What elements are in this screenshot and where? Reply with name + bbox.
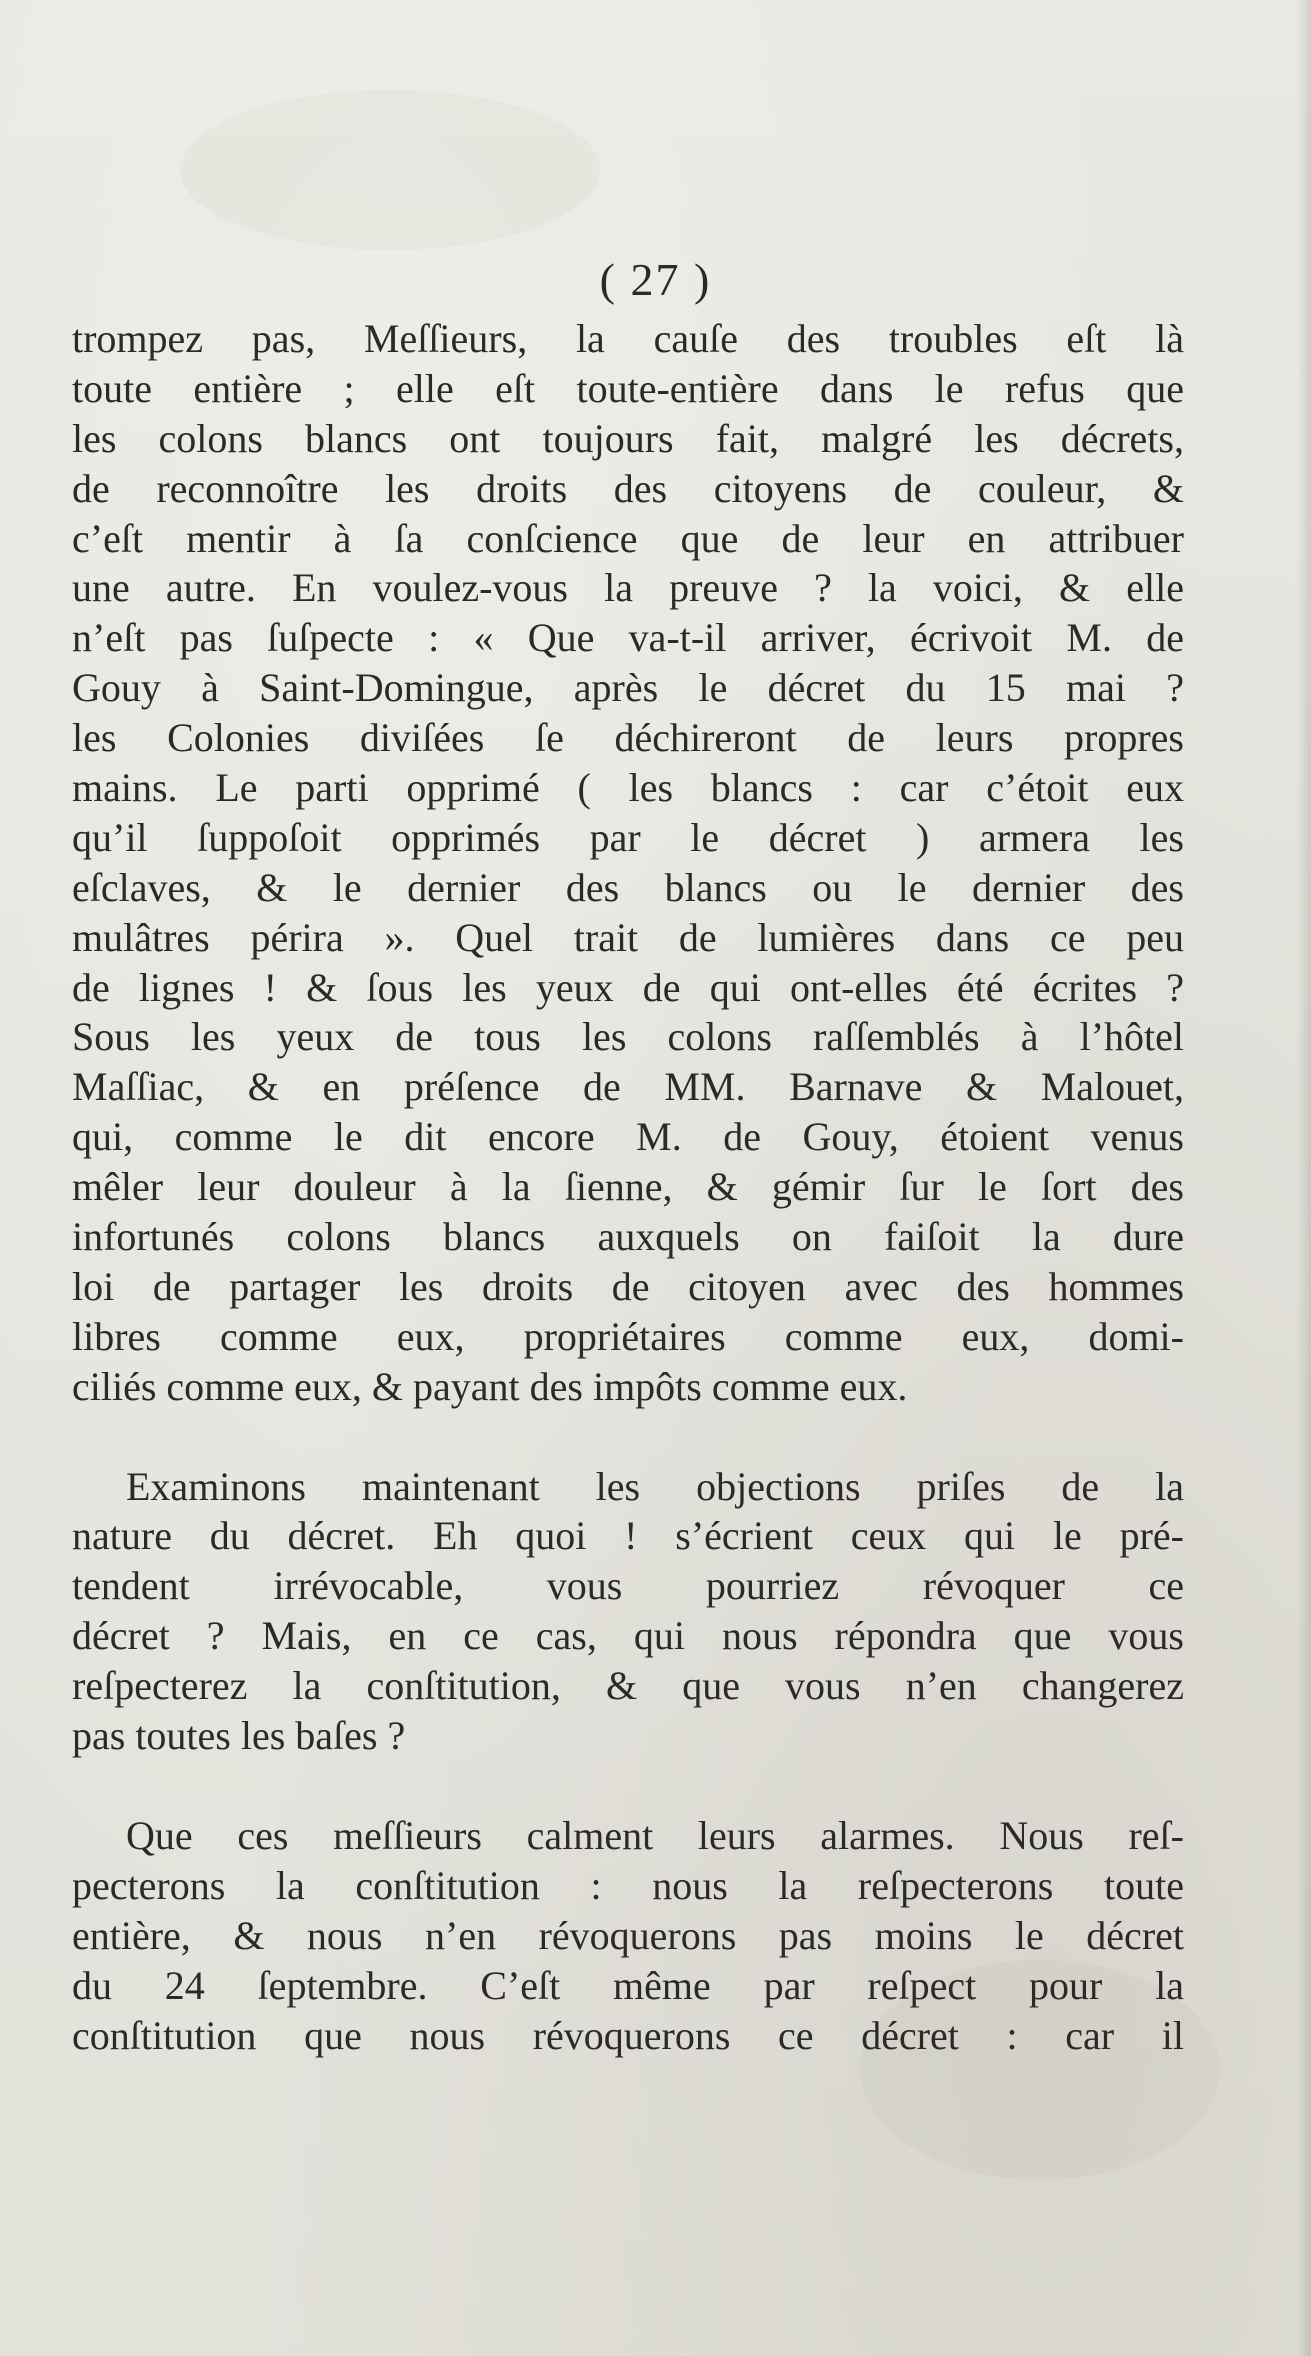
text-line: Sous les yeux de tous les colons raſſemblés à l’hôtel: [72, 1014, 1184, 1060]
text-line: nature du décret. Eh quoi ! s’écrient ceux qui le pré-: [72, 1513, 1184, 1559]
text-line: libres comme eux, propriétaires comme eux, domi-: [72, 1313, 1184, 1359]
body-text: [72, 314, 1184, 2060]
text-line: les Colonies diviſées ſe déchireront de leurs propres: [72, 715, 1184, 761]
text-line: trompez pas, Meſſieurs, la cauſe des troubles eſt là: [72, 316, 1184, 361]
text-line: décret ? Mais, en ce cas, qui nous répondra que vous: [72, 1613, 1184, 1659]
text-line: infortunés colons blancs auxquels on faiſoit la dure: [72, 1214, 1184, 1260]
paragraph-gap: [72, 1761, 1184, 1811]
text-line: de reconnoître les droits des citoyens de couleur, &: [72, 465, 1184, 511]
text-line: loi de partager les droits de citoyen avec des hommes: [72, 1263, 1184, 1309]
text-line: pecterons la conſtitution : nous la reſpecterons toute: [72, 1862, 1184, 1908]
paper-stain: [180, 90, 600, 250]
text-line: tendent irrévocable, vous pourriez révoquer ce: [72, 1563, 1184, 1609]
text-line: reſpecterez la conſtitution, & que vous n’en changerez: [72, 1663, 1184, 1709]
text-line: qu’il ſuppoſoit opprimés par le décret ) armera les: [72, 814, 1184, 860]
paragraph: [72, 1811, 1184, 2060]
text-line: du 24 ſeptembre. C’eſt même par reſpect pour la: [72, 1962, 1184, 2008]
paragraph: [72, 314, 1184, 1412]
text-line: Que ces meſſieurs calment leurs alarmes. Nous reſ-: [126, 1812, 1184, 1858]
page-edge-shadow: [1297, 0, 1311, 2356]
text-line: pas toutes les baſes ?: [72, 1713, 406, 1759]
text-line: mêler leur douleur à la ſienne, & gémir ſur le ſort des: [72, 1164, 1184, 1210]
text-line: Examinons maintenant les objections priſes de la: [126, 1463, 1184, 1509]
text-line: Maſſiac, & en préſence de MM. Barnave & Malouet,: [72, 1064, 1184, 1110]
text-line: ciliés comme eux, & payant des impôts comme eux.: [72, 1363, 908, 1409]
text-line: toute entière ; elle eſt toute-entière dans le refus que: [72, 365, 1184, 411]
paragraph-gap: [72, 1412, 1184, 1462]
page-number: ( 27 ): [599, 254, 712, 305]
text-line: Gouy à Saint-Domingue, après le décret du 15 mai ?: [72, 665, 1184, 711]
text-line: qui, comme le dit encore M. de Gouy, étoient venus: [72, 1114, 1184, 1160]
text-line: mains. Le parti opprimé ( les blancs : car c’étoit eux: [72, 765, 1184, 811]
text-line: une autre. En voulez-vous la preuve ? la voici, & elle: [72, 565, 1184, 611]
text-line: eſclaves, & le dernier des blancs ou le dernier des: [72, 864, 1184, 910]
text-line: n’eſt pas ſuſpecte : « Que va-t-il arriver, écrivoit M. de: [72, 615, 1184, 661]
text-line: conſtitution que nous révoquerons ce décret : car il: [72, 2012, 1184, 2058]
text-line: mulâtres périra ». Quel trait de lumières dans ce peu: [72, 914, 1184, 960]
text-line: de lignes ! & ſous les yeux de qui ont-elles été écrites ?: [72, 964, 1184, 1010]
paragraph: [72, 1462, 1184, 1761]
text-line: entière, & nous n’en révoquerons pas moins le décret: [72, 1912, 1184, 1958]
text-line: c’eſt mentir à ſa conſcience que de leur en attribuer: [72, 515, 1184, 561]
text-line: les colons blancs ont toujours fait, malgré les décrets,: [72, 415, 1184, 461]
